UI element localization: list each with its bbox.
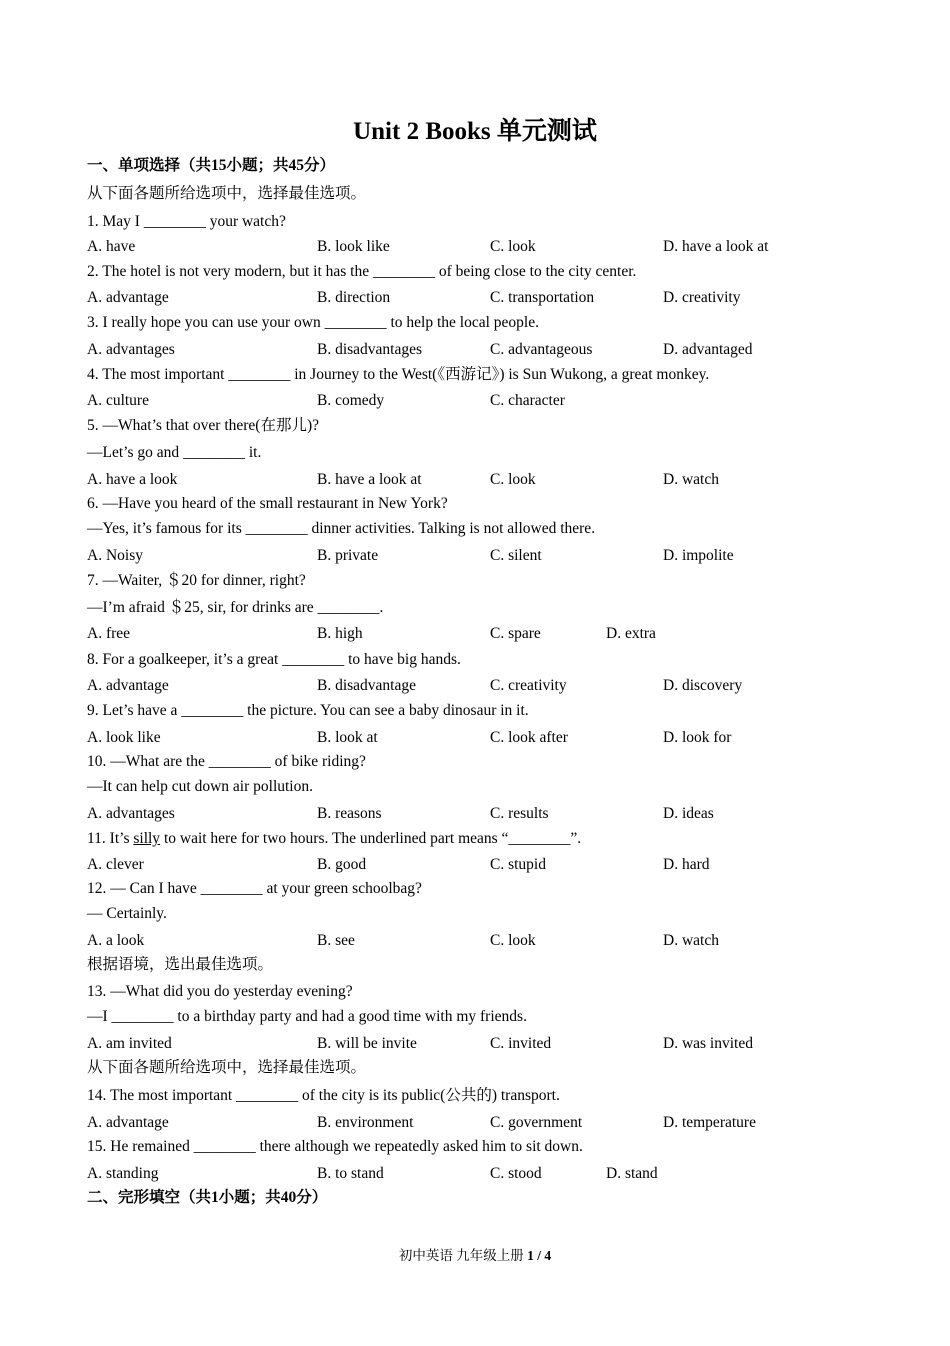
option-c: C. look (490, 471, 536, 488)
option-a: A. advantage (87, 1114, 169, 1131)
question-7-stem-2: —I’m afraid ＄25, sir, for drinks are ________. (87, 599, 384, 616)
option-a: A. free (87, 625, 131, 642)
question-15-stem: 15. He remained ________ there although we repeatedly asked him to sit down. (87, 1138, 583, 1155)
question-11-stem-start: 11. It’s (87, 830, 134, 847)
option-a: A. look like (87, 729, 161, 746)
option-c: C. silent (490, 547, 542, 564)
section-2-heading: 二、完形填空（共1小题；共40分） (87, 1189, 328, 1206)
question-1-options (87, 237, 867, 257)
question-9-stem: 9. Let’s have a ________ the picture. You can see a baby dinosaur in it. (87, 702, 529, 719)
question-12-stem-2: — Certainly. (87, 905, 167, 922)
question-11-stem (87, 829, 581, 849)
question-15-options (87, 1164, 867, 1184)
option-c: C. government (490, 1114, 583, 1131)
option-b: B. reasons (317, 805, 382, 822)
question-13-stem-2: —I ________ to a birthday party and had a good time with my friends. (87, 1008, 527, 1025)
option-a: A. advantages (87, 341, 175, 358)
question-4-options (87, 391, 867, 411)
question-12-options (87, 931, 867, 951)
option-a: A. am invited (87, 1035, 172, 1052)
section-1-instruction-2: 根据语境，选出最佳选项。 (87, 956, 274, 973)
option-d: D. creativity (663, 289, 741, 306)
question-8-stem: 8. For a goalkeeper, it’s a great ________ to have big hands. (87, 651, 461, 668)
option-c: C. spare (490, 625, 541, 642)
option-b: B. look at (317, 729, 378, 746)
page-footer (0, 1247, 950, 1265)
option-d: D. advantaged (663, 341, 753, 358)
option-b: B. to stand (317, 1165, 384, 1182)
option-a: A. culture (87, 392, 149, 409)
option-d: D. look for (663, 729, 732, 746)
question-6-stem-2: —Yes, it’s famous for its ________ dinner activities. Talking is not allowed there. (87, 520, 596, 537)
question-14-options (87, 1113, 867, 1133)
option-b: B. disadvantage (317, 677, 417, 694)
section-1-instruction: 从下面各题所给选项中，选择最佳选项。 (87, 185, 367, 202)
footer-text: 初中英语 九年级上册 (398, 1248, 528, 1263)
option-d: D. have a look at (663, 238, 769, 255)
option-b: B. have a look at (317, 471, 422, 488)
question-13-stem: 13. —What did you do yesterday evening? (87, 983, 353, 1000)
option-b: B. high (317, 625, 363, 642)
option-b: B. comedy (317, 392, 385, 409)
question-10-stem-2: —It can help cut down air pollution. (87, 778, 313, 795)
option-c: C. look (490, 932, 536, 949)
option-c: C. stood (490, 1165, 542, 1182)
question-7-stem: 7. —Waiter, ＄20 for dinner, right? (87, 572, 306, 589)
option-a: A. have (87, 238, 136, 255)
question-6-stem: 6. —Have you heard of the small restaurant in New York? (87, 495, 448, 512)
option-a: A. advantage (87, 677, 169, 694)
question-5-options (87, 470, 867, 490)
question-2-stem: 2. The hotel is not very modern, but it has the ________ of being close to the city center. (87, 263, 637, 280)
option-b: B. private (317, 547, 379, 564)
option-b: B. direction (317, 289, 391, 306)
option-d: D. impolite (663, 547, 734, 564)
option-b: B. good (317, 856, 367, 873)
option-d: D. watch (663, 471, 719, 488)
option-d: D. stand (606, 1165, 658, 1182)
option-c: C. look (490, 238, 536, 255)
question-5-stem: 5. —What’s that over there(在那儿)? (87, 417, 319, 434)
option-a: A. Noisy (87, 547, 143, 564)
option-c: C. look after (490, 729, 568, 746)
option-c: C. character (490, 392, 565, 409)
question-7-options (87, 624, 867, 644)
question-14-stem: 14. The most important ________ of the city is its public(公共的) transport. (87, 1087, 560, 1104)
question-12-stem: 12. — Can I have ________ at your green schoolbag? (87, 880, 422, 897)
option-c: C. advantageous (490, 341, 593, 358)
question-3-stem: 3. I really hope you can use your own ________ to help the local people. (87, 314, 539, 331)
underlined-word: silly (133, 830, 161, 847)
question-10-stem: 10. —What are the ________ of bike riding? (87, 753, 366, 770)
option-c: C. results (490, 805, 549, 822)
question-11-options (87, 855, 867, 875)
option-a: A. clever (87, 856, 144, 873)
option-c: C. stupid (490, 856, 546, 873)
question-2-options (87, 288, 867, 308)
question-9-options (87, 728, 867, 748)
question-11-stem-end: to wait here for two hours. The underlined part means “________”. (160, 830, 582, 847)
option-c: C. creativity (490, 677, 567, 694)
option-a: A. advantages (87, 805, 175, 822)
option-d: D. watch (663, 932, 719, 949)
page-title: Unit 2 Books 单元测试 (353, 118, 597, 145)
section-1-instruction-3: 从下面各题所给选项中，选择最佳选项。 (87, 1059, 367, 1076)
question-4-stem: 4. The most important ________ in Journey to the West(《西游记》) is Sun Wukong, a great monkey. (87, 366, 710, 383)
question-6-options (87, 546, 867, 566)
option-d: D. hard (663, 856, 710, 873)
question-8-options (87, 676, 867, 696)
option-b: B. see (317, 932, 355, 949)
question-3-options (87, 340, 867, 360)
option-c: C. transportation (490, 289, 595, 306)
option-d: D. was invited (663, 1035, 753, 1052)
question-13-options (87, 1034, 867, 1054)
option-d: D. extra (606, 625, 656, 642)
option-b: B. environment (317, 1114, 414, 1131)
option-a: A. advantage (87, 289, 169, 306)
option-b: B. disadvantages (317, 341, 423, 358)
question-1-stem: 1. May I ________ your watch? (87, 213, 286, 230)
option-d: D. temperature (663, 1114, 756, 1131)
option-d: D. discovery (663, 677, 743, 694)
page-number: 1 / 4 (527, 1248, 552, 1263)
option-b: B. will be invite (317, 1035, 417, 1052)
option-d: D. ideas (663, 805, 714, 822)
option-a: A. a look (87, 932, 145, 949)
option-c: C. invited (490, 1035, 552, 1052)
question-10-options (87, 804, 867, 824)
question-5-stem-2: —Let’s go and ________ it. (87, 444, 262, 461)
option-a: A. have a look (87, 471, 178, 488)
section-1-heading: 一、单项选择（共15小题；共45分） (87, 157, 336, 174)
option-a: A. standing (87, 1165, 159, 1182)
option-b: B. look like (317, 238, 390, 255)
